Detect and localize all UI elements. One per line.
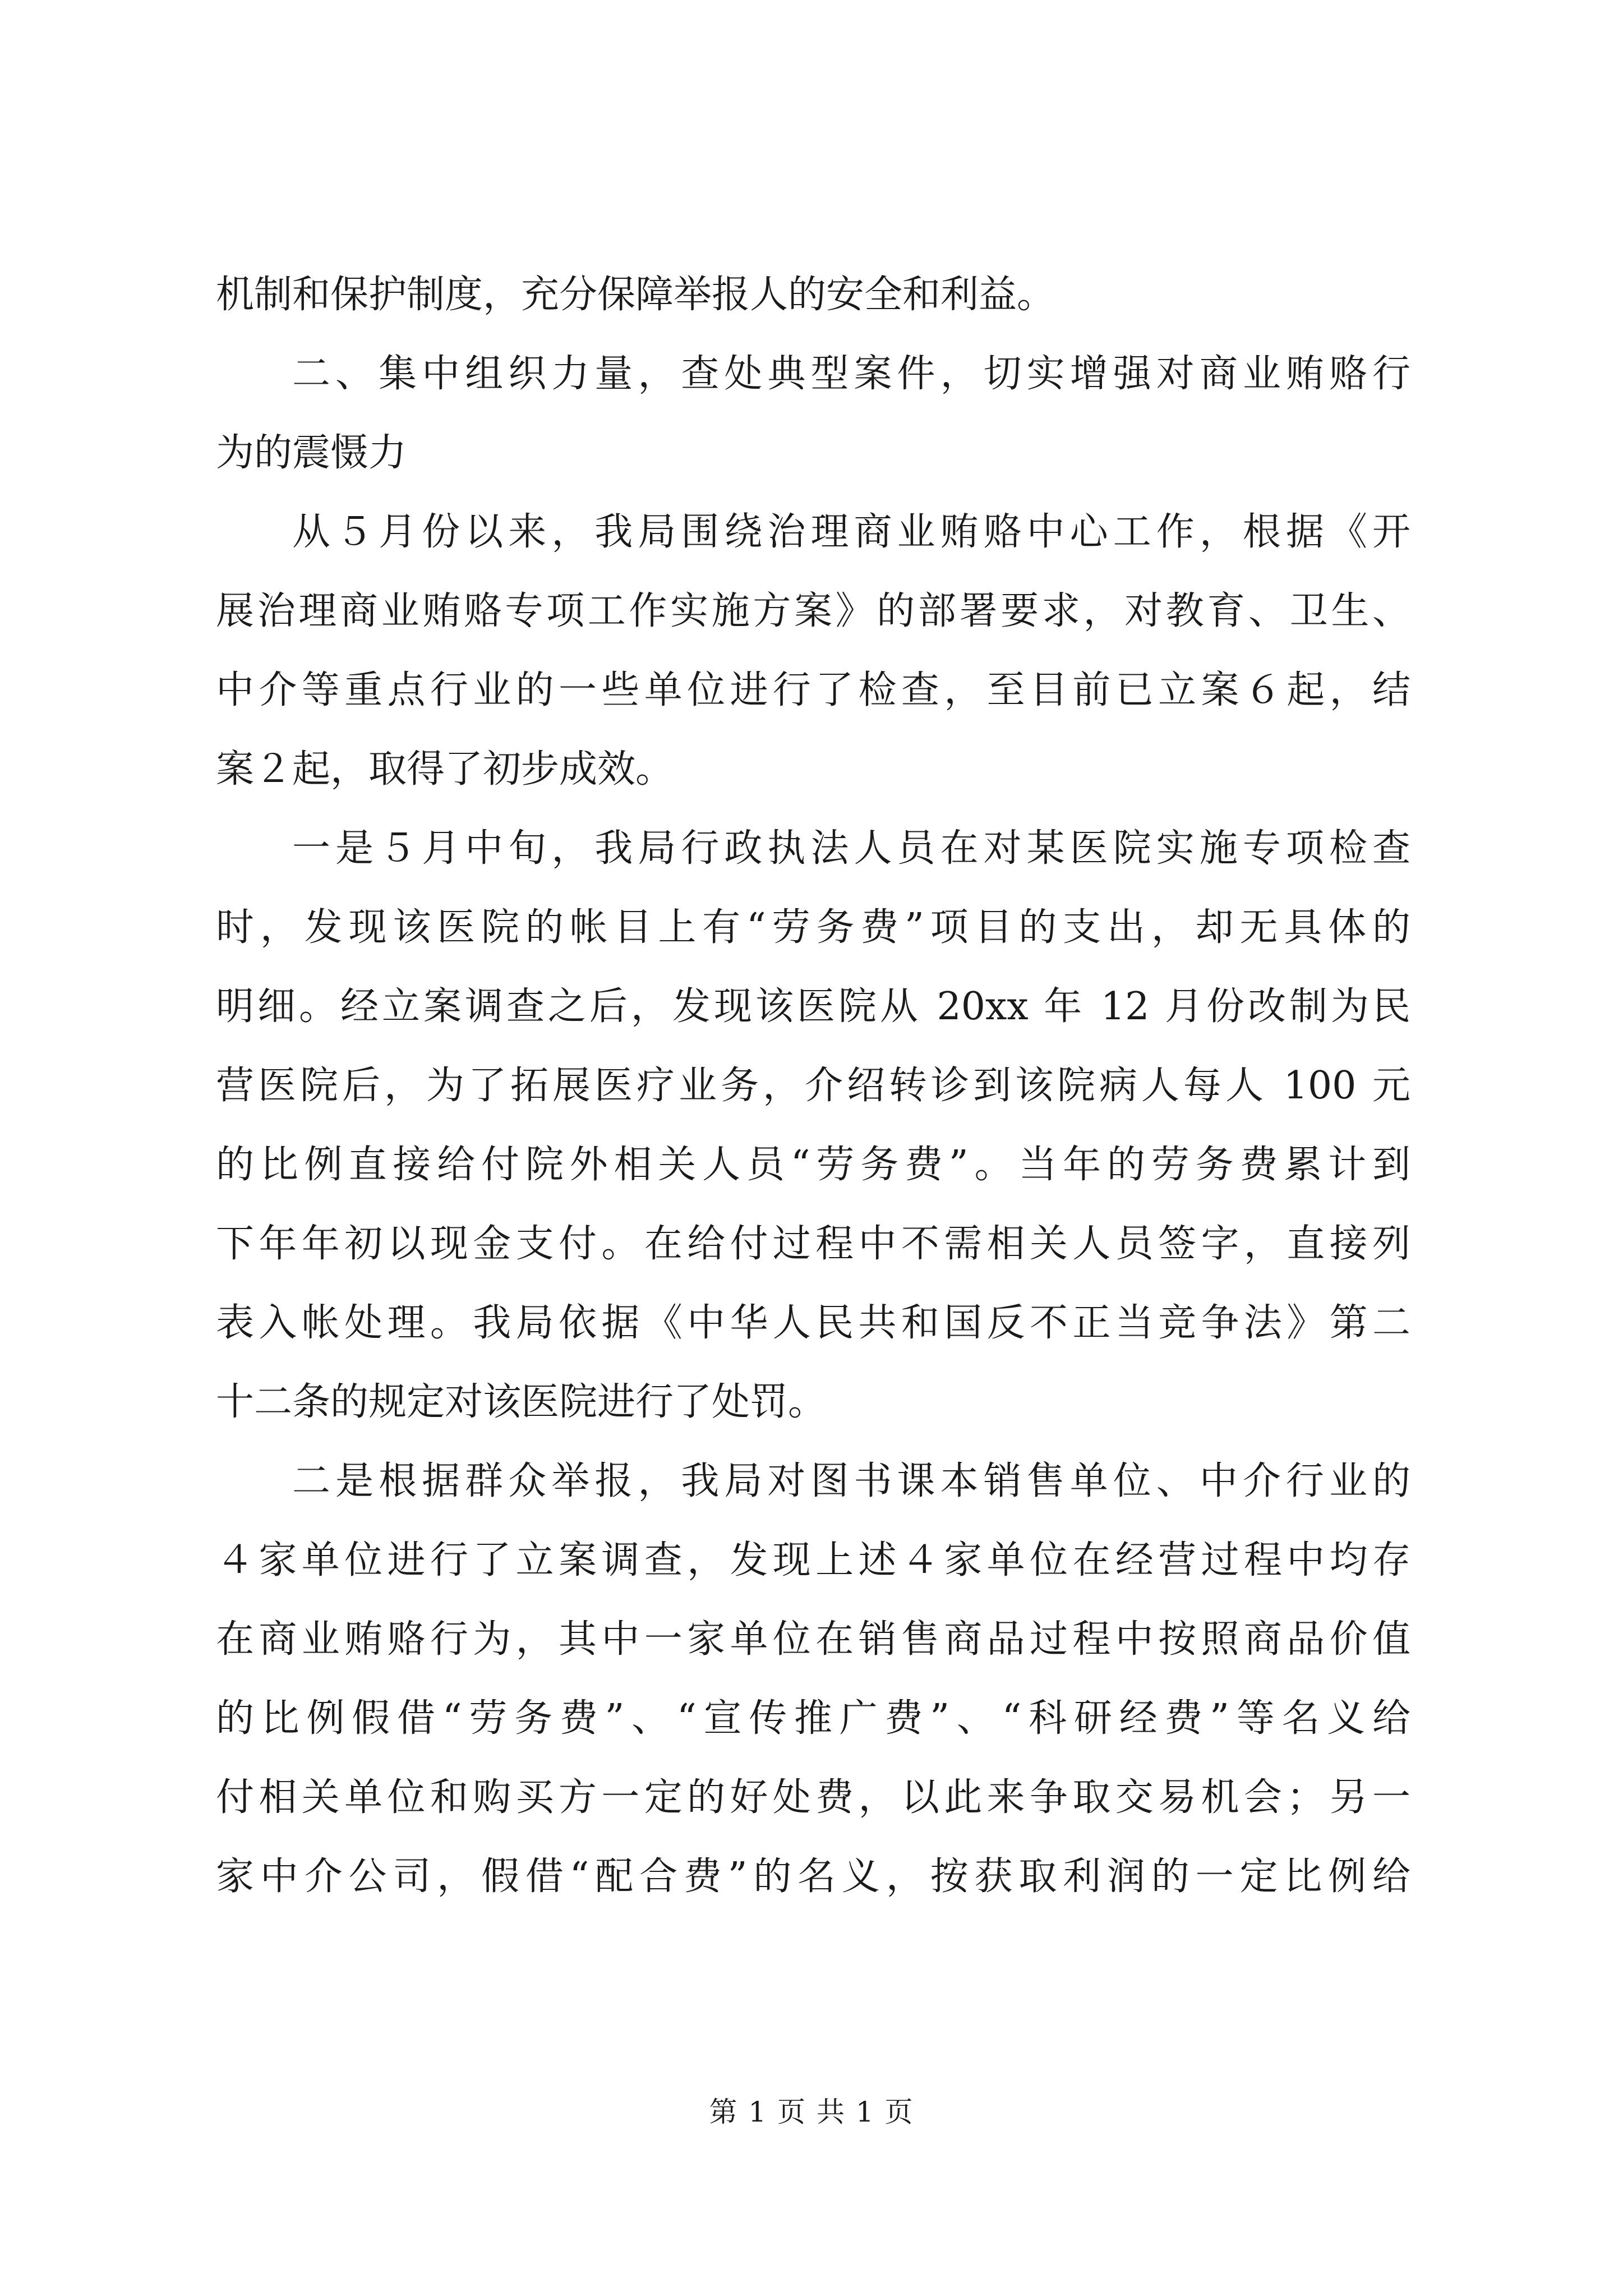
text-line: 中介等重点行业的一些单位进行了检查，至目前已立案６起，结 xyxy=(216,668,1410,712)
paragraph xyxy=(216,1442,1410,1916)
text-line: 表入帐处理。我局依据《中华人民共和国反不正当竞争法》第二 xyxy=(216,1301,1410,1345)
text-line: 在商业贿赂行为，其中一家单位在销售商品过程中按照商品价值 xyxy=(216,1617,1410,1662)
text-line: 二是根据群众举报，我局对图书课本销售单位、中介行业的 xyxy=(292,1459,1410,1503)
text-line: 的比例假借“劳务费”、“宣传推广费”、“科研经费”等名义给 xyxy=(216,1696,1410,1741)
text-line: 从５月份以来，我局围绕治理商业贿赂中心工作，根据《开 xyxy=(292,510,1410,554)
text-line: 为的震慑力 xyxy=(216,431,407,475)
text-line: 一是５月中旬，我局行政执法人员在对某医院实施专项检查 xyxy=(292,826,1410,871)
text-line: ４家单位进行了立案调查，发现上述４家单位在经营过程中均存 xyxy=(216,1538,1410,1582)
paragraph xyxy=(216,493,1410,809)
page-number-footer: 第 1 页 共 1 页 xyxy=(709,2096,914,2128)
text-line: 机制和保护制度，充分保障举报人的安全和利益。 xyxy=(216,273,1055,317)
text-line: 展治理商业贿赂专项工作实施方案》的部署要求，对教育、卫生、 xyxy=(216,589,1410,633)
text-line: 十二条的规定对该医院进行了处罚。 xyxy=(216,1380,827,1424)
text-line: 二、集中组织力量，查处典型案件，切实增强对商业贿赂行 xyxy=(292,352,1410,396)
paragraph xyxy=(216,809,1410,1442)
text-line: 家中介公司，假借“配合费”的名义，按获取利润的一定比例给 xyxy=(216,1855,1410,1899)
text-line: 案２起，取得了初步成效。 xyxy=(216,747,674,792)
text-line: 下年年初以现金支付。在给付过程中不需相关人员签字，直接列 xyxy=(216,1222,1410,1266)
text-line: 营医院后，为了拓展医疗业务，介绍转诊到该院病人每人 100 元 xyxy=(216,1064,1410,1108)
section-heading xyxy=(216,334,1410,493)
text-line: 时，发现该医院的帐目上有“劳务费”项目的支出，却无具体的 xyxy=(216,905,1410,950)
document-body xyxy=(216,255,1410,1916)
text-line: 付相关单位和购买方一定的好处费，以此来争取交易机会；另一 xyxy=(216,1775,1410,1820)
paragraph xyxy=(216,255,1410,334)
text-line: 明细。经立案调查之后，发现该医院从 20xx 年 12 月份改制为民 xyxy=(216,984,1410,1029)
text-line: 的比例直接给付院外相关人员“劳务费”。当年的劳务费累计到 xyxy=(216,1143,1410,1187)
